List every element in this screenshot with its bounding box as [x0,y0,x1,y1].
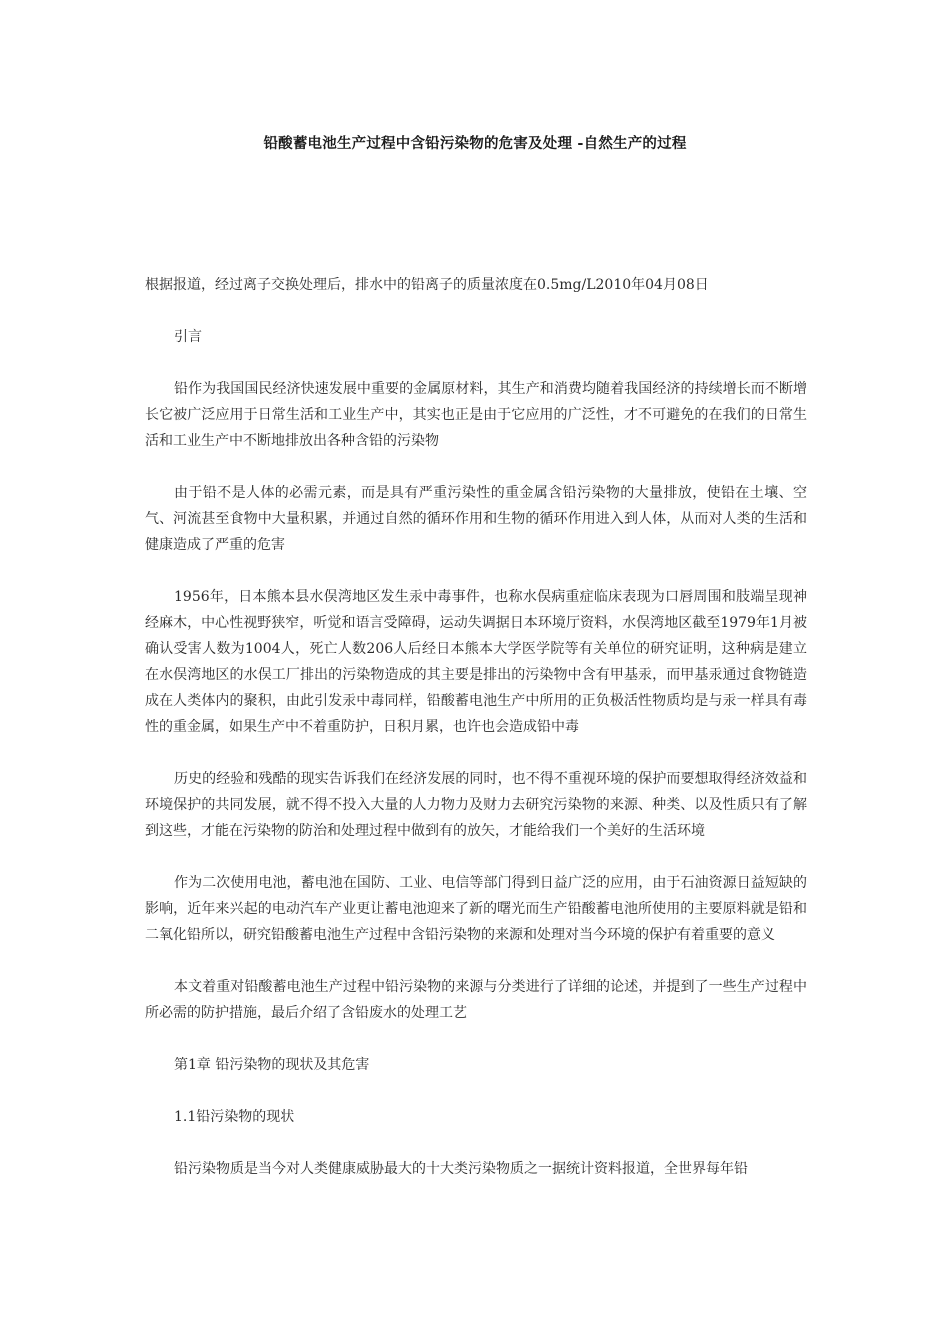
paragraph: 铅污染物质是当今对人类健康威胁最大的十大类污染物质之一据统计资料报道，全世界每年铅 [174,1161,748,1177]
document-body [145,272,807,1208]
paragraph: 由于铅不是人体的必需元素，而是具有严重污染性的重金属含铅污染物的大量排放，使铅在土壤、空气、河流甚至食物中大量积累，并通过自然的循环作用和生物的循环作用进入到人体，从而对人类的生活和健康造成了严重的危害 [145,485,807,553]
paragraph: 历史的经验和残酷的现实告诉我们在经济发展的同时，也不得不重视环境的保护而要想取得经济效益和环境保护的共同发展，就不得不投入大量的人力物力及财力去研究污染物的来源、种类、以及性质只有了解到这些，才能在污染物的防治和处理过程中做到有的放矢，才能给我们一个美好的生活环境 [145,771,807,839]
paragraph-introduction-heading: 引言 [174,329,202,345]
chapter-heading: 第1章 铅污染物的现状及其危害 [174,1057,370,1073]
paragraph: 1956年，日本熊本县水俣湾地区发生汞中毒事件，也称水俣病重症临床表现为口唇周围和肢端呈现神经麻木，中心性视野狭窄，听觉和语言受障碍，运动失调据日本环境厅资料，水俣湾地区截至1979年1月被确认受害人数为1004人，死亡人数206人后经日本熊本大学医学院等有关单位的研究证明，这种病是建立在水俣湾地区的水俣工厂排出的污染物造成的其主要是排出的污染物中含有甲基汞，而甲基汞通过食物链造成在人类体内的聚积，由此引发汞中毒同样，铅酸蓄电池生产中所用的正负极活性物质均是与汞一样具有毒性的重金属，如果生产中不着重防护，日积月累，也许也会造成铅中毒 [145,589,807,735]
paragraph: 铅作为我国国民经济快速发展中重要的金属原材料，其生产和消费均随着我国经济的持续增长而不断增长它被广泛应用于日常生活和工业生产中，其实也正是由于它应用的广泛性，才不可避免的在我们的日常生活和工业生产中不断地排放出各种含铅的污染物 [145,381,807,449]
paragraph: 作为二次使用电池，蓄电池在国防、工业、电信等部门得到日益广泛的应用，由于石油资源日益短缺的影响，近年来兴起的电动汽车产业更让蓄电池迎来了新的曙光而生产铅酸蓄电池所使用的主要原料就是铅和二氧化铅所以，研究铅酸蓄电池生产过程中含铅污染物的来源和处理对当今环境的保护有着重要的意义 [145,875,807,943]
paragraph-report-summary: 根据报道，经过离子交换处理后，排水中的铅离子的质量浓度在0.5mg/L2010年04月08日 [145,277,709,293]
document-title: 铅酸蓄电池生产过程中含铅污染物的危害及处理 -自然生产的过程 [263,135,687,152]
section-heading: 1.1铅污染物的现状 [174,1109,295,1125]
paragraph: 本文着重对铅酸蓄电池生产过程中铅污染物的来源与分类进行了详细的论述，并提到了一些生产过程中所必需的防护措施，最后介绍了含铅废水的处理工艺 [145,979,807,1021]
